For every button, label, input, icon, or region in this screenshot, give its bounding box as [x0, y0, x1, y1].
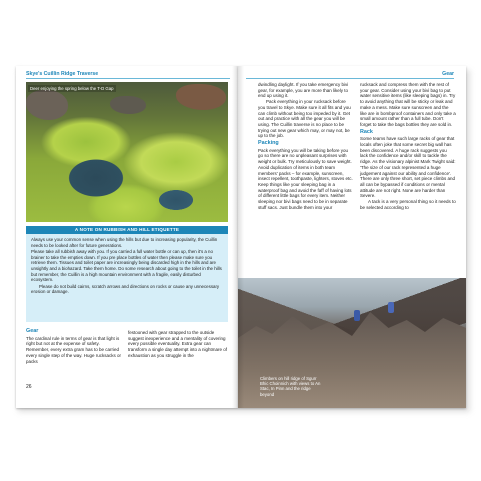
body-text: A tack is a very personal thing so it needs to be selected according to [360, 199, 456, 210]
deer-spring-photo [26, 82, 228, 222]
book-gutter [232, 66, 244, 408]
note-paragraph: Always use your common sense when using the hills but due to increasing popularity, the Cuillin needs to be looked after for future generations. [31, 237, 218, 248]
right-column-2 [360, 82, 456, 210]
page-number: 26 [26, 384, 32, 390]
etiquette-note-box [26, 226, 228, 322]
body-text: rucksack and compress them with the rest of your gear. Consider using your bivi bag to put water sensitive items (like sleeping bags) in. Try to avoid anything that will be sticky or leak and make a mess. Make sure sunscreen and the like are in bombproof containers and only take a small amount rather than a full tube. Don't forget to take the bags bottles they are sold in. [360, 82, 456, 127]
body-text: dwindling daylight. If you take emergency bivi gear, for example, you are more than likely to end up using it. [258, 82, 349, 99]
left-running-header: Skye's Cuillin Ridge Traverse [26, 71, 99, 77]
right-header-rule [246, 78, 454, 79]
photo-caption: Deer enjoying the spring below the T-D Gap [30, 86, 114, 91]
body-text: Pack everything in your rucksack before you travel to Skye. Make sure it all fits and you can climb without being too impeded by it. Get out and practice with all the gear you will be using. The Cuillin traverse is no place to be trying out new gear which may, or may not, be up to the job. [258, 99, 351, 139]
rack-heading: Rack [360, 128, 373, 135]
right-page [238, 66, 466, 408]
body-text: The cardinal rule in terms of gear is that light is right but not at the expense of safety. Remember, every extra gram has to be carried every single step of the way. Huge rucksacks or packs [26, 335, 121, 364]
note-title: A NOTE ON RUBBISH AND HILL ETIQUETTE [26, 226, 228, 234]
note-body [26, 234, 228, 295]
right-running-header: Gear [442, 71, 454, 77]
photo-climber [388, 302, 394, 313]
photo-rock [26, 90, 68, 120]
photo-deer [176, 84, 226, 110]
body-text: Pack everything you will be taking before you go so there are no unpleasant surprises with weight or bulk. Try meticulously to save weight. Avoid duplication of items in both team members' packs – for example, sunscreen, insect repellent, toothpaste, lighters, stoves etc. Keep things like your sleeping bag in a waterproof bag and avoid the faff of having lots of different little bags for every item. Neither sleeping nor bivi bags need to be in separate stuff sacs. Just bundle them into your [258, 147, 353, 210]
left-page [16, 66, 238, 408]
photo-climber [354, 310, 360, 321]
gear-heading: Gear [26, 328, 39, 334]
ridge-climbers-photo [238, 278, 466, 408]
packing-heading: Packing [258, 140, 279, 147]
note-paragraph: Please take all rubbish away with you. If you carried a full water bottle or can up, then it's a no brainer to take the empties down. If you pre place bottles of water then please make sure you retrieve them. Tissues and toilet paper are increasingly being discarded high in the hills and are unsightly and a biohazard. Take them home. Do some research about going to the toilet in the hills but remember, the Cuillin is a high mountain environment with a fragile, easily disturbed ecosystem. [31, 249, 222, 283]
left-header-rule [26, 78, 230, 79]
note-paragraph: Please do not build cairns, scratch arrows and directions on rocks or cause any unnecessary erosion or damage. [31, 283, 220, 295]
body-text: festooned with gear strapped to the outside suggest inexperience and a mentality of covering every possible eventuality. Extra gear can transform a single day attempt into a nightmare of exhaustion as you struggle in the [128, 330, 228, 358]
photo-caption: Climbers on hill ridge of Sgurr Bhic Choinnich with views to An Stac, In Pinn and the ridge beyond [260, 376, 321, 397]
left-column-2 [128, 330, 228, 359]
right-column-1 [258, 82, 354, 210]
body-text: Some teams have such large racks of gear that locals often joke that some secret big wall has been discovered. A huge rack suggests you lack the confidence and/or skill to tackle the ridge. As the visionary alpinist Mark Twight said: 'The size of our rack represented a huge judgement against our ability and confidence'. There are only three short, set piece climbs and all can be bypassed if conditions or mental attitude are not right. None are harder than Severe. [360, 136, 456, 199]
left-column-1 [26, 327, 122, 364]
photo-rock [110, 96, 146, 114]
